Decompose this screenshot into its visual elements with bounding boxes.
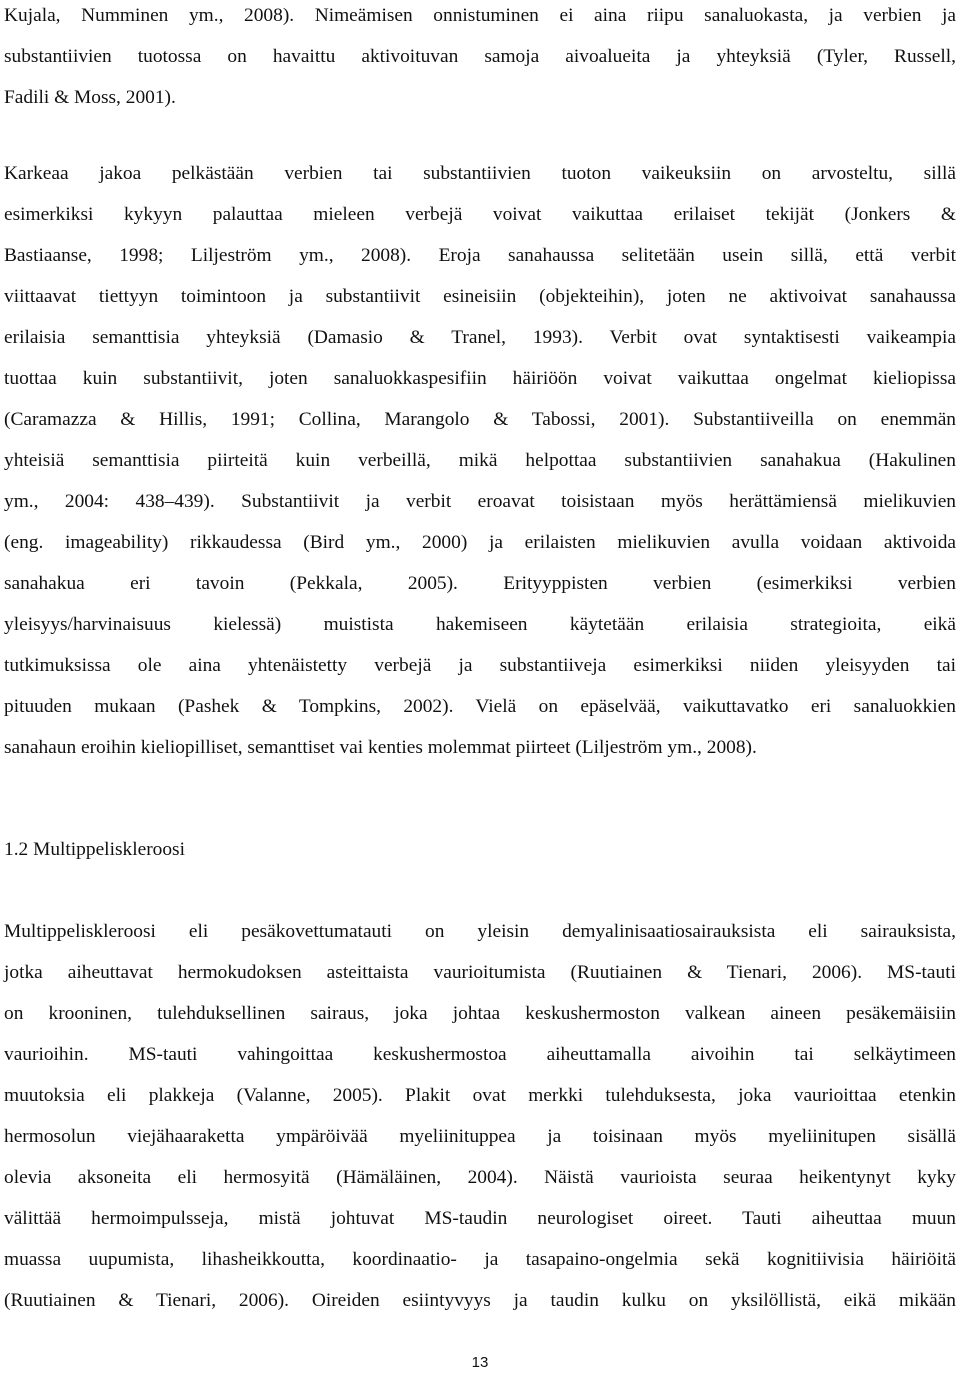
text-line: Multippeliskleroosi eli pesäkovettumatauti on yleisin demyalinisaatiosairauksista eli sairauksista, — [4, 921, 956, 942]
text-line: Karkeaa jakoa pelkästään verbien tai substantiivien tuoton vaikeuksiin on arvosteltu, sillä — [4, 163, 956, 184]
text-line: muassa uupumista, lihasheikkoutta, koordinaatio- ja tasapaino-ongelmia sekä kognitiivisia häiriöitä — [4, 1249, 956, 1270]
page-number: 13 — [471, 1354, 489, 1371]
text-line: muutoksia eli plakkeja (Valanne, 2005). Plakit ovat merkki tulehduksesta, joka vaurioittaa etenkin — [4, 1085, 956, 1106]
text-line: viittaavat tiettyyn toimintoon ja substantiivit esineisiin (objekteihin), joten ne aktivoivat sanahaussa — [4, 286, 956, 307]
text-line: tutkimuksissa ole aina yhtenäistetty verbejä ja substantiiveja esimerkiksi niiden yleisyyden tai — [4, 655, 956, 676]
text-line: erilaisia semanttisia yhteyksiä (Damasio & Tranel, 1993). Verbit ovat syntaktisesti vaikeampia — [4, 327, 956, 348]
text-line: (eng. imageability) rikkaudessa (Bird ym., 2000) ja erilaisten mielikuvien avulla voidaan aktivoida — [4, 532, 956, 553]
text-line: välittää hermoimpulsseja, mistä johtuvat MS-taudin neurologiset oireet. Tauti aiheuttaa muun — [4, 1208, 956, 1229]
text-line: (Ruutiainen & Tienari, 2006). Oireiden esiintyvyys ja taudin kulku on yksilöllistä, eikä mikään — [4, 1290, 956, 1311]
text-line: tuottaa kuin substantiivit, joten sanaluokkaspesifiin häiriöön voivat vaikuttaa ongelmat kieliopissa — [4, 368, 956, 389]
section-heading: 1.2 Multippeliskleroosi — [4, 839, 185, 860]
text-line: jotka aiheuttavat hermokudoksen asteittaista vaurioitumista (Ruutiainen & Tienari, 2006). MS-tauti — [4, 962, 956, 983]
text-line: sanahaun eroihin kieliopilliset, semanttiset vai kenties molemmat piirteet (Liljeström ym., 2008). — [4, 737, 757, 758]
text-line: yhteisiä semanttisia piirteitä kuin verbeillä, mikä helpottaa substantiivien sanahakua (Hakulinen — [4, 450, 956, 471]
text-line: pituuden mukaan (Pashek & Tompkins, 2002). Vielä on epäselvää, vaikuttavatko eri sanaluokkien — [4, 696, 956, 717]
text-line: esimerkiksi kykyyn palauttaa mieleen verbejä voivat vaikuttaa erilaiset tekijät (Jonkers & — [4, 204, 956, 225]
text-line: vaurioihin. MS-tauti vahingoittaa keskushermostoa aiheuttamalla aivoihin tai selkäytimeen — [4, 1044, 956, 1065]
text-line: Fadili & Moss, 2001). — [4, 87, 176, 108]
text-line: olevia aksoneita eli hermosyitä (Hämäläinen, 2004). Näistä vaurioista seuraa heikentynyt kyky — [4, 1167, 956, 1188]
text-line: substantiivien tuotossa on havaittu aktivoituvan samoja aivoalueita ja yhteyksiä (Tyler, Russell, — [4, 46, 956, 67]
text-line: (Caramazza & Hillis, 1991; Collina, Marangolo & Tabossi, 2001). Substantiiveilla on enemmän — [4, 409, 956, 430]
text-line: Bastiaanse, 1998; Liljeström ym., 2008). Eroja sanahaussa selitetään usein sillä, että verbit — [4, 245, 956, 266]
text-line: yleisyys/harvinaisuus kielessä) muistista hakemiseen käytetään erilaisia strategioita, eikä — [4, 614, 956, 635]
text-line: hermosolun viejähaaraketta ympäröivää myeliinituppea ja toisinaan myös myeliinitupen sisällä — [4, 1126, 956, 1147]
text-line: on krooninen, tulehduksellinen sairaus, joka johtaa keskushermoston valkean aineen pesäkemäisiin — [4, 1003, 956, 1024]
text-line: ym., 2004: 438–439). Substantiivit ja verbit eroavat toisistaan myös herättämiensä mielikuvien — [4, 491, 956, 512]
text-line: Kujala, Numminen ym., 2008). Nimeämisen onnistuminen ei aina riipu sanaluokasta, ja verbien ja — [4, 5, 956, 26]
text-line: sanahakua eri tavoin (Pekkala, 2005). Erityyppisten verbien (esimerkiksi verbien — [4, 573, 956, 594]
